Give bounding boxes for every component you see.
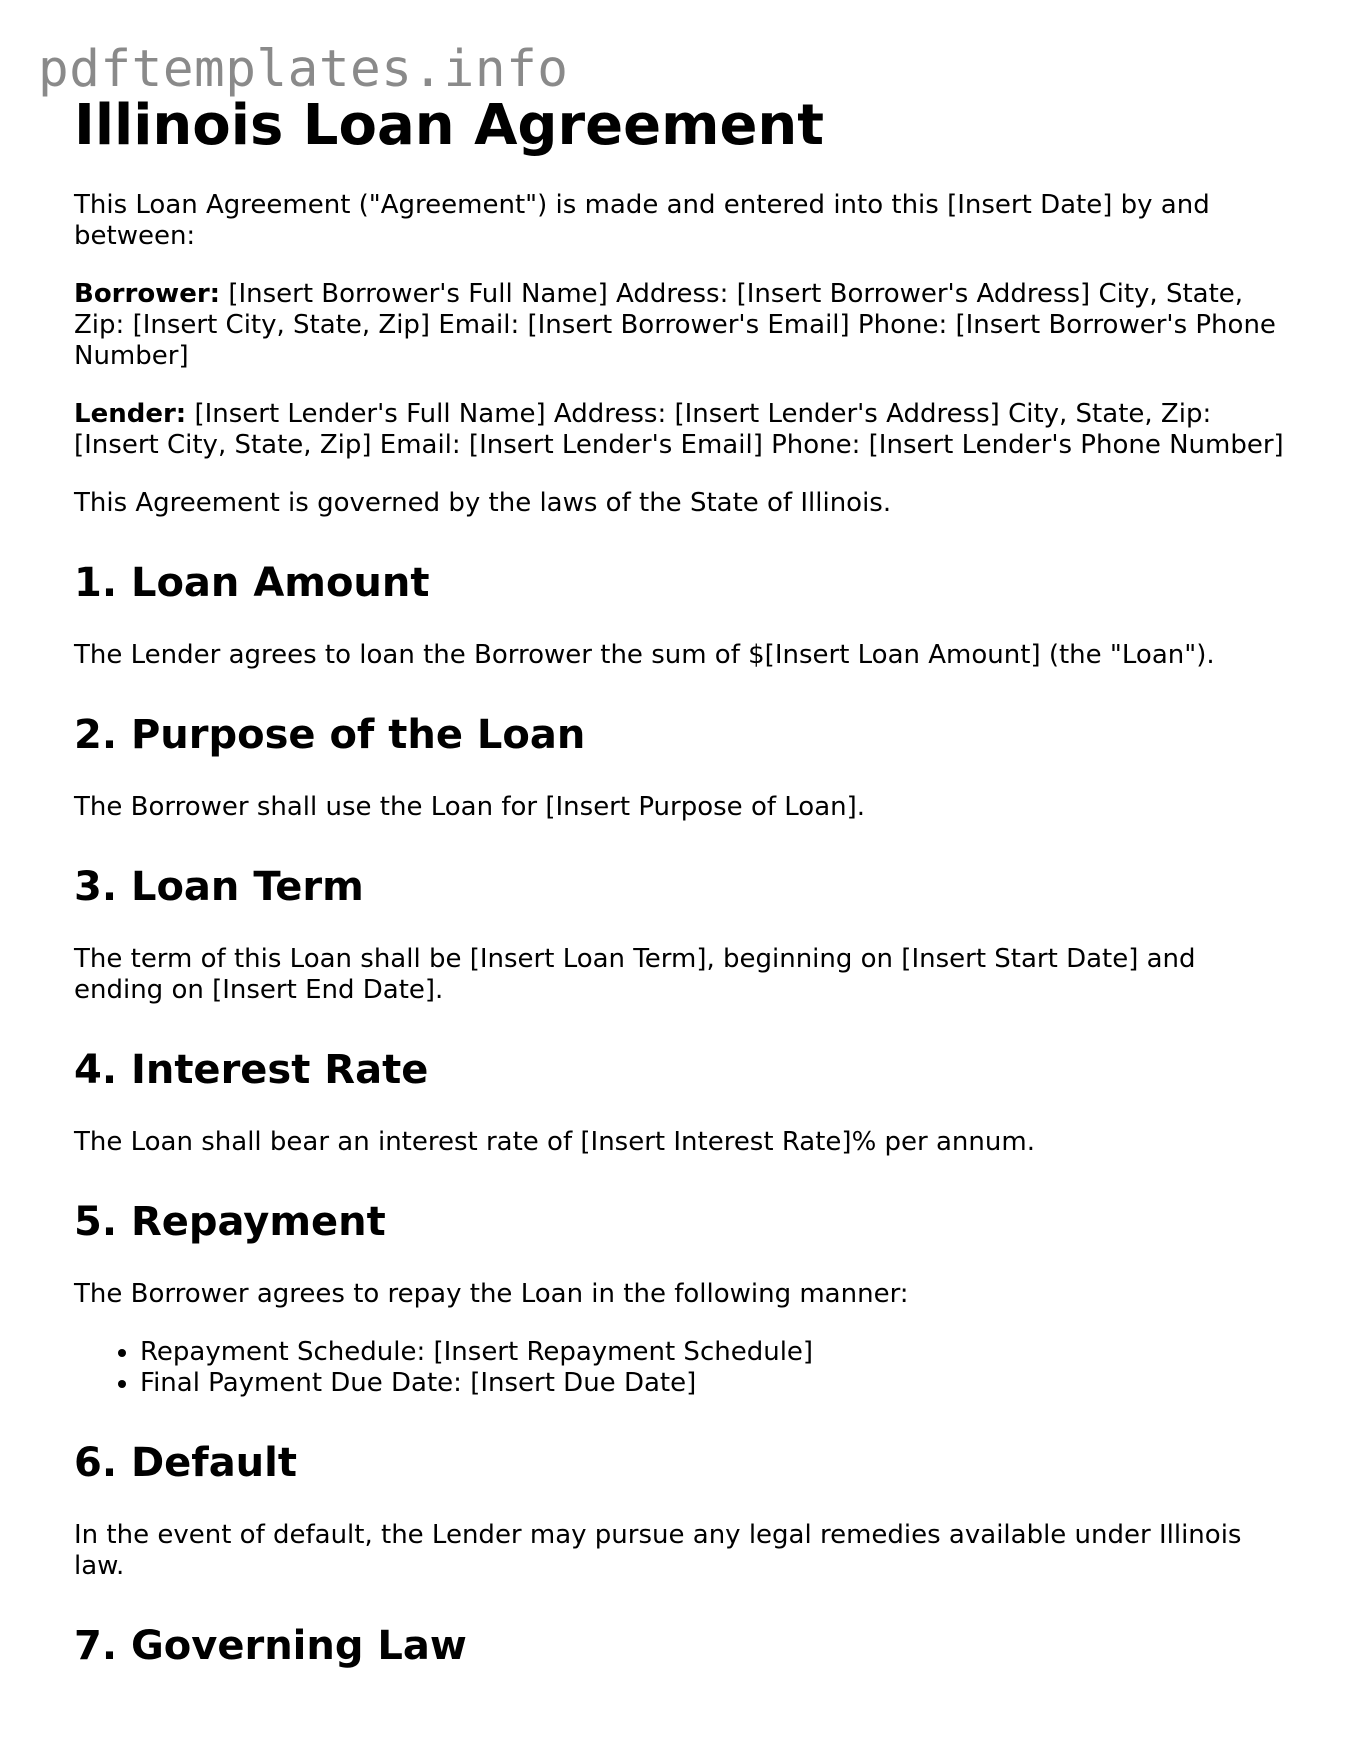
watermark: pdftemplates.info bbox=[38, 40, 569, 99]
list-item: • Repayment Schedule: [Insert Repayment Schedule] bbox=[140, 1337, 1289, 1368]
repayment-list bbox=[74, 1337, 1289, 1399]
lender-details: [Insert Lender's Full Name] Address: [Insert Lender's Address] City, State, Zip: [Insert City, State, Zip] Email: [Insert Lender's Email] Phone: [Insert Lender's Phone Number] bbox=[74, 399, 1284, 460]
governed-paragraph: This Agreement is governed by the laws of the State of Illinois. bbox=[74, 488, 892, 518]
intro-paragraph: This Loan Agreement ("Agreement") is made and entered into this [Insert Date] by and between: bbox=[74, 190, 1210, 251]
borrower-details: [Insert Borrower's Full Name] Address: [Insert Borrower's Address] City, State, Zip: [Insert City, State, Zip] Email: [Insert Borrower's Email] Phone: [Insert Borrower's Phone Number] bbox=[74, 279, 1276, 371]
section-heading-loan-term: 3. Loan Term bbox=[74, 864, 364, 910]
section-heading-interest-rate: 4. Interest Rate bbox=[74, 1047, 429, 1093]
section-heading-loan-amount: 1. Loan Amount bbox=[74, 560, 430, 606]
section-heading-repayment: 5. Repayment bbox=[74, 1199, 386, 1245]
section-body-purpose: The Borrower shall use the Loan for [Insert Purpose of Loan]. bbox=[74, 792, 866, 822]
borrower-paragraph bbox=[74, 279, 1289, 372]
document-title: Illinois Loan Agreement bbox=[74, 93, 825, 158]
section-body-repayment: The Borrower agrees to repay the Loan in the following manner: bbox=[74, 1279, 909, 1309]
section-body-default: In the event of default, the Lender may pursue any legal remedies available under Illinois law. bbox=[74, 1520, 1242, 1581]
section-body-loan-amount: The Lender agrees to loan the Borrower the sum of $[Insert Loan Amount] (the "Loan"). bbox=[74, 640, 1215, 670]
section-body-loan-term: The term of this Loan shall be [Insert Loan Term], beginning on [Insert Start Date] and ending on [Insert End Date]. bbox=[74, 944, 1196, 1005]
section-body-interest-rate: The Loan shall bear an interest rate of [Insert Interest Rate]% per annum. bbox=[74, 1127, 1035, 1157]
section-heading-governing-law: 7. Governing Law bbox=[74, 1623, 467, 1669]
document-page bbox=[74, 92, 1289, 1703]
borrower-label: Borrower: bbox=[74, 279, 221, 309]
list-item: • Final Payment Due Date: [Insert Due Date] bbox=[140, 1368, 1289, 1399]
section-heading-default: 6. Default bbox=[74, 1440, 297, 1486]
section-heading-purpose: 2. Purpose of the Loan bbox=[74, 712, 586, 758]
lender-label: Lender: bbox=[74, 399, 187, 429]
lender-paragraph bbox=[74, 399, 1289, 461]
